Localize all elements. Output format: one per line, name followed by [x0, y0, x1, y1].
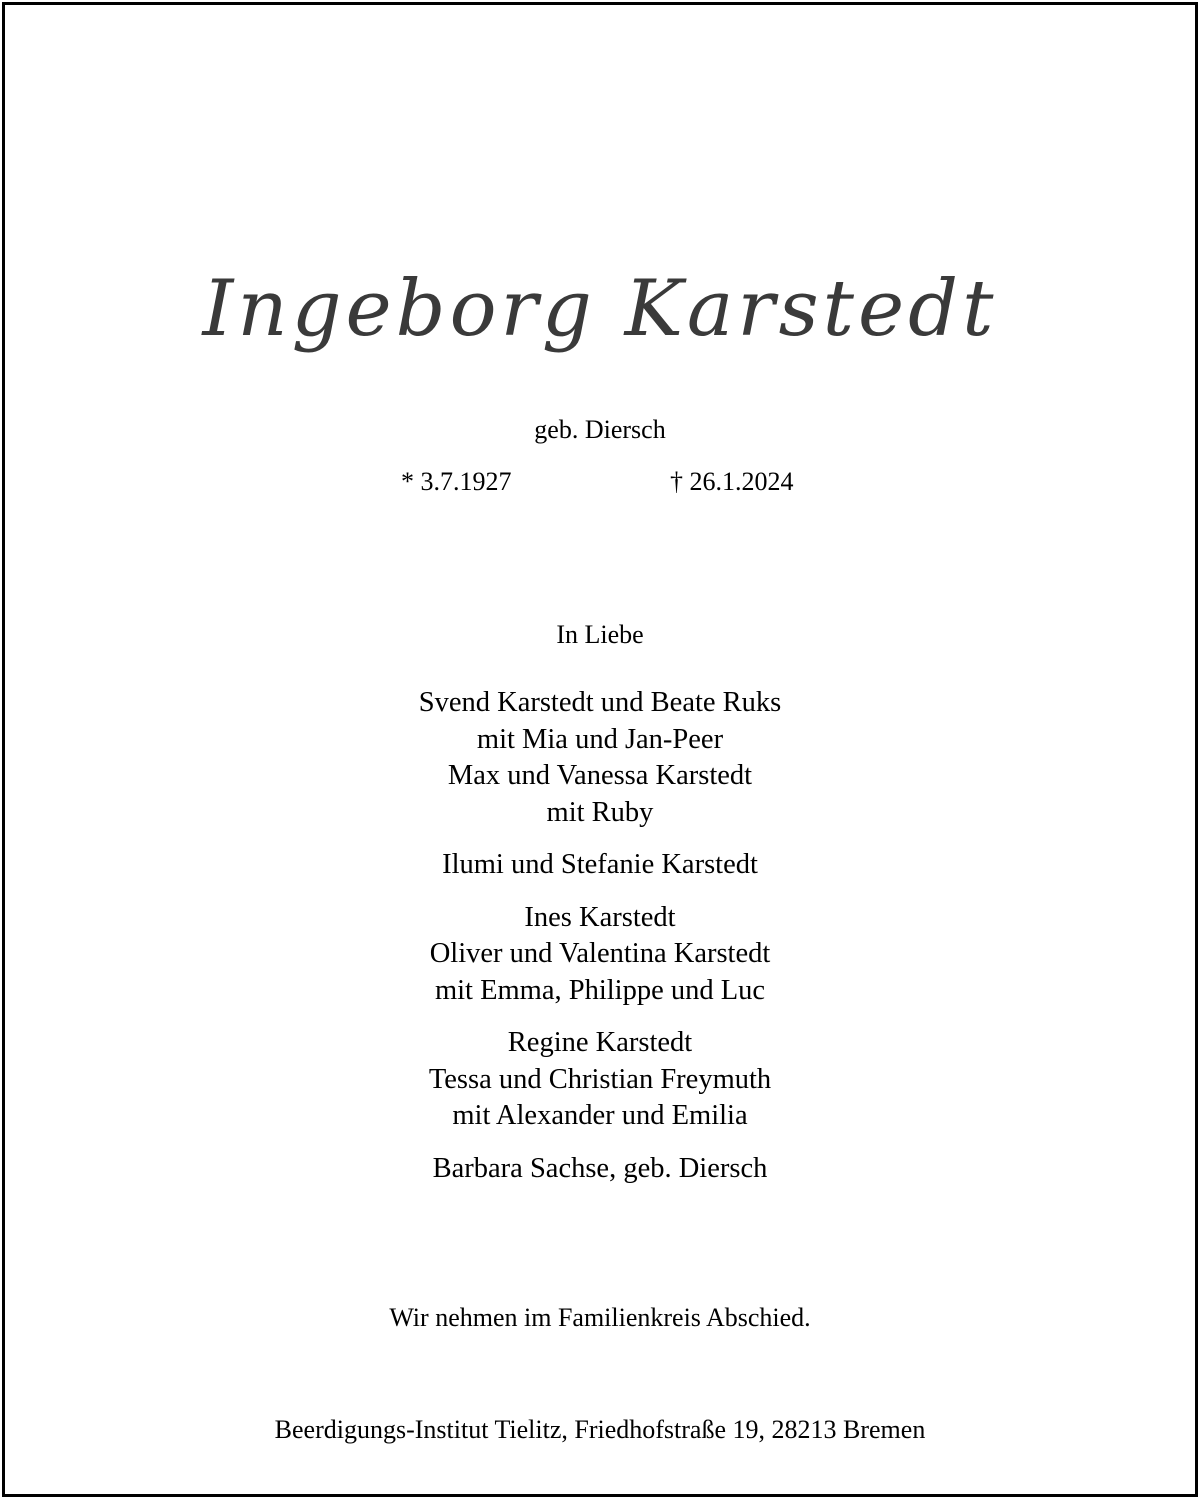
mourner-line: Tessa und Christian Freymuth — [428, 1063, 772, 1095]
closing-text: Wir nehmen im Familienkreis Abschied. — [389, 1303, 811, 1332]
mourner-group — [5, 1025, 1195, 1135]
mourner-group — [5, 685, 1195, 831]
funeral-home-address: Beerdigungs-Institut Tielitz, Friedhofstraße 19, 28213 Bremen — [274, 1415, 926, 1444]
mourner-line: Regine Karstedt — [507, 1027, 693, 1058]
mourner-group — [5, 847, 1195, 884]
mourners-list — [5, 685, 1195, 1187]
mourner-line: Barbara Sachse, geb. Diersch — [432, 1152, 768, 1184]
intro-text: In Liebe — [556, 620, 644, 649]
obituary-notice — [2, 2, 1198, 1497]
mourner-line: mit Mia und Jan-Peer — [476, 723, 724, 755]
mourner-line: mit Alexander und Emilia — [452, 1100, 748, 1131]
mourner-line: Oliver und Valentina Karstedt — [429, 938, 771, 969]
deceased-name: Ingeborg Karstedt — [202, 264, 998, 354]
mourner-line: Ilumi und Stefanie Karstedt — [442, 849, 758, 880]
mourner-group — [5, 900, 1195, 1010]
mourner-line: Max und Vanessa Karstedt — [447, 760, 753, 791]
mourner-line: mit Ruby — [546, 796, 654, 828]
mourner-group — [5, 1151, 1195, 1188]
death-date: † 26.1.2024 — [670, 467, 794, 496]
birth-date: * 3.7.1927 — [401, 467, 512, 496]
maiden-name: geb. Diersch — [534, 415, 666, 444]
mourner-line: Svend Karstedt und Beate Ruks — [418, 687, 782, 718]
mourner-line: Ines Karstedt — [524, 901, 676, 933]
mourner-line: mit Emma, Philippe und Luc — [434, 974, 766, 1006]
